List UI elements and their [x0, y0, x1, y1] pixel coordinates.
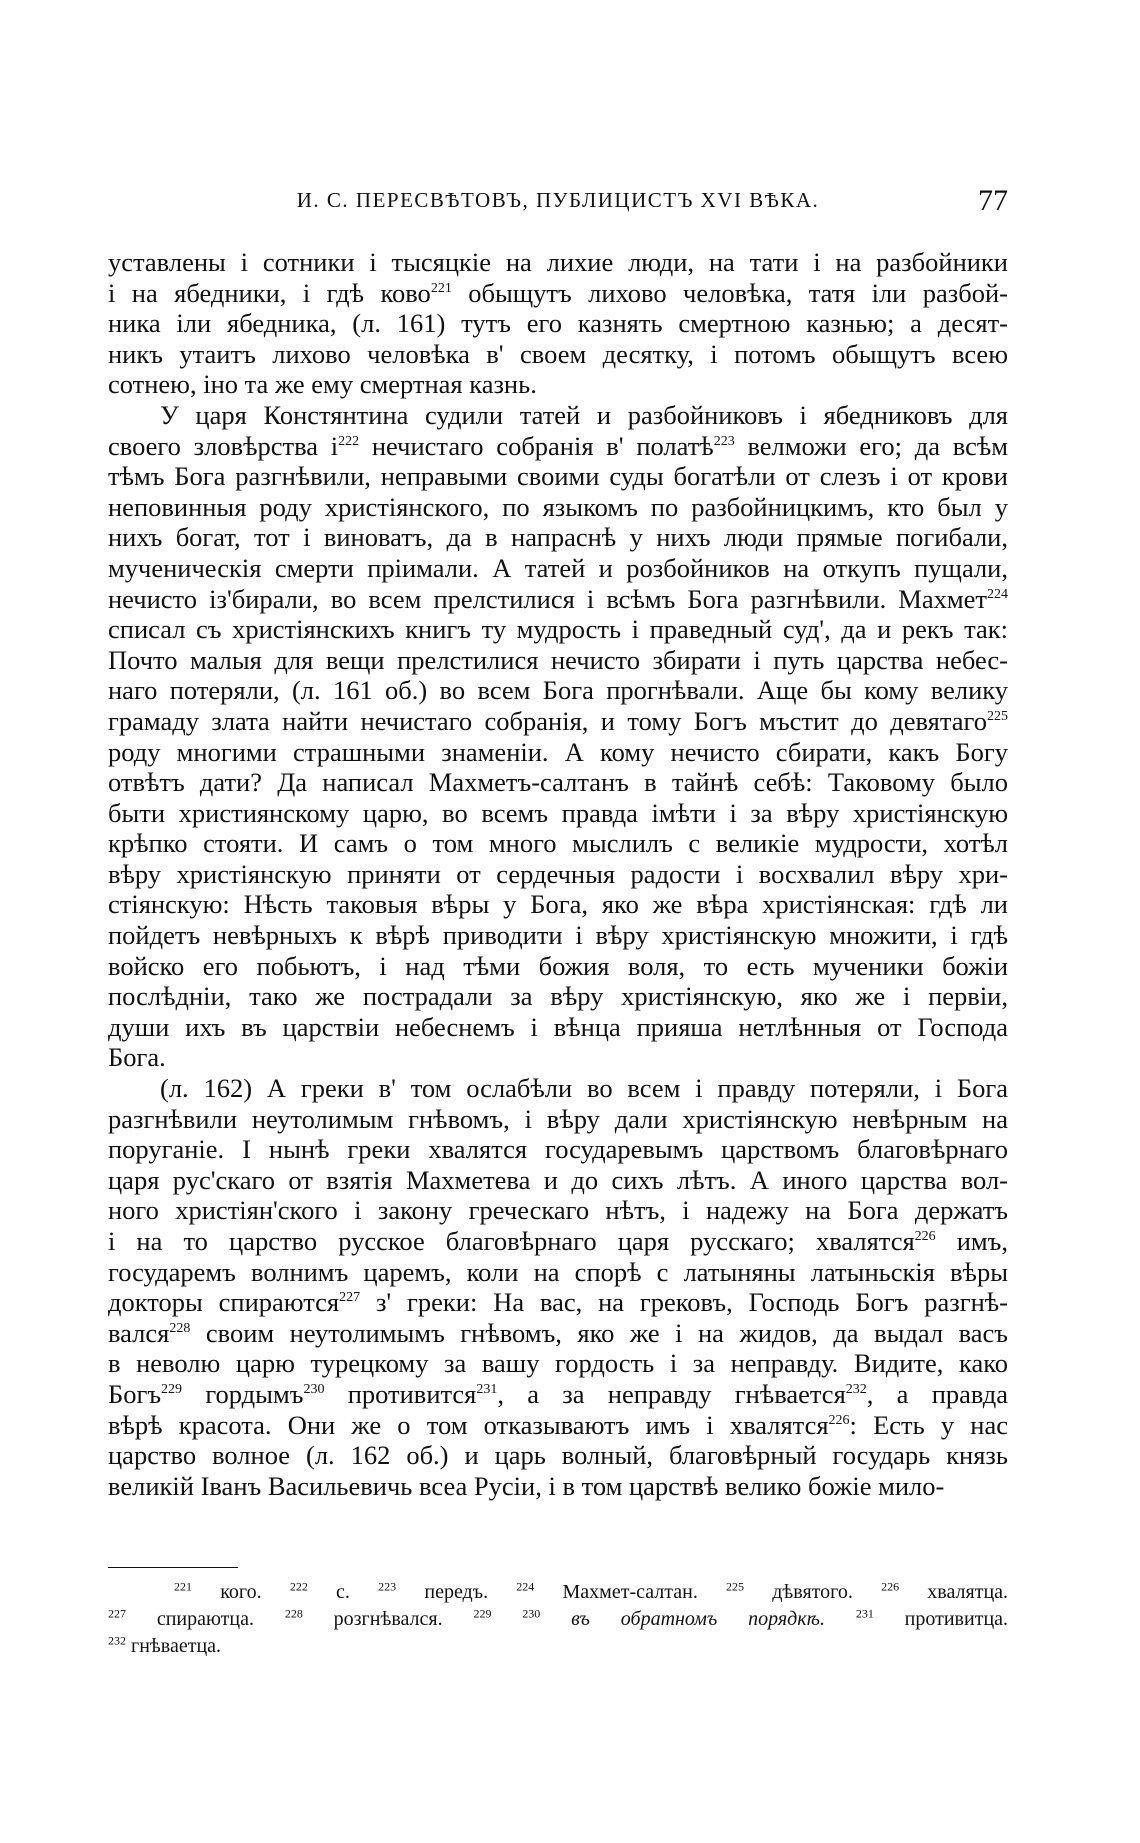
text-line: [108, 981, 1008, 1012]
text-line: [108, 369, 1008, 400]
text-run: дѣвятого.: [744, 1581, 882, 1603]
text-run: отвѣтъ дати? Да написал Махметъ-салтанъ в тайнѣ себѣ: Таковому было: [108, 767, 1008, 798]
text-run: кого.: [192, 1581, 290, 1603]
text-run: великій Іванъ Васильевичь всеа Русіи, і в том царствѣ велико божіе мило-: [108, 1470, 945, 1501]
paragraph: [108, 247, 1008, 400]
text-run: Махмет-салтан.: [534, 1581, 727, 1603]
text-line: [108, 278, 1008, 309]
text-line: [108, 798, 1008, 829]
text-run: : Есть у нас: [849, 1409, 1008, 1440]
text-run: У царя Констянтина судили татей и разбойниковъ і ябедниковъ для: [160, 399, 1008, 430]
text-line: [108, 1073, 1008, 1104]
text-run: обыщутъ лихово человѣка, татя іли разбой-: [451, 277, 1008, 308]
text-run: войско его побьютъ, і над тѣми божия воля, то есть мученики божіи: [108, 950, 1008, 981]
footnote-marker: 225: [987, 709, 1008, 725]
footnote-marker: 232: [845, 1382, 867, 1398]
text-line: [108, 706, 1008, 737]
footnote-marker: 224: [987, 586, 1008, 602]
text-run: нихъ богат, тот і виноватъ, да в напраснѣ у нихъ люди прямые погибали,: [108, 522, 1008, 553]
document-page: [108, 0, 1008, 1843]
paragraph: [108, 1073, 1008, 1501]
text-run: с.: [307, 1581, 379, 1603]
footnote-marker: 227: [339, 1290, 361, 1306]
footnote-marker: 232: [108, 1633, 126, 1648]
text-run: списал съ христіянскихъ книгъ ту мудрость і праведный суд', да и рекъ так:: [108, 614, 1008, 645]
text-run: неповинныя роду христіянского, по языкомъ по разбойницкимъ, кто был у: [108, 491, 1008, 522]
text-run: стіянскую: Нѣсть таковыя вѣры у Бога, яко же вѣра христіянская: гдѣ ли: [108, 889, 1008, 920]
text-run: нечистаго собранія в' полатѣ: [359, 430, 714, 461]
text-run: царство волное (л. 162 об.) и царь волный, благовѣрный государь князь: [108, 1440, 1008, 1471]
footnote-marker: 226: [914, 1229, 936, 1245]
text-run: розгнѣвался.: [302, 1608, 474, 1630]
text-run: велможи его; да всѣм: [734, 430, 1008, 461]
text-line: [108, 247, 1008, 278]
footnote-marker: 223: [713, 433, 735, 449]
footnote-marker: 225: [726, 1579, 745, 1594]
text-line: [108, 767, 1008, 798]
text-run: пойдетъ невѣрныхъ к вѣрѣ приводити і вѣру христіянскую множити, і гдѣ: [108, 920, 1008, 951]
page-number: 77: [978, 184, 1008, 217]
text-line: [108, 1104, 1008, 1135]
text-line: [108, 431, 1008, 462]
text-line: [108, 1257, 1008, 1288]
text-line: [108, 584, 1008, 615]
text-run: гнѣваетца.: [126, 1635, 222, 1657]
footnote-separator: [108, 1567, 238, 1568]
page-header: [108, 184, 1008, 222]
text-line: [108, 737, 1008, 768]
footnote-marker: 227: [108, 1606, 126, 1621]
text-run: [540, 1608, 571, 1630]
text-line: [108, 1348, 1008, 1379]
text-run: мученическія смерти пріимали. А татей и розбойников на откупъ пущали,: [108, 552, 1008, 583]
text-run: противится: [324, 1378, 477, 1409]
text-run: Бога.: [108, 1042, 166, 1073]
footnote-marker: 224: [516, 1579, 535, 1594]
text-run: , а правда: [866, 1378, 1008, 1409]
text-line: [108, 1410, 1008, 1441]
text-run: і на то царство русское благовѣрнаго царя русскаго; хвалятся: [108, 1226, 915, 1256]
footnote-line: [108, 1579, 1008, 1606]
footnote-marker: 221: [430, 280, 452, 296]
text-run: в неволю царю турецкому за вашу гордость і за неправду. Видите, како: [108, 1348, 1008, 1379]
text-line: [108, 400, 1008, 431]
text-run: вался: [108, 1317, 170, 1348]
text-line: [108, 522, 1008, 553]
text-run: нечисто із'бирали, во всем прелстилися і всѣмъ Бога разгнѣвили. Махмет: [108, 583, 987, 614]
footnote-marker: 230: [522, 1606, 541, 1621]
text-run: быти християнскому царю, во всемъ правда імѣти і за вѣру христіянскую: [108, 797, 1008, 828]
text-line: [108, 553, 1008, 584]
footnote-marker: 230: [303, 1382, 325, 1398]
text-run: (л. 162) А греки в' том ослабѣли во всем і правду потеряли, і Бога: [160, 1073, 1008, 1104]
text-run: уставлены і сотники і тысяцкіе на лихие люди, на тати і на разбойники: [108, 247, 1008, 277]
footnote-marker: 226: [828, 1412, 850, 1428]
text-line: [108, 461, 1008, 492]
text-run: ника іли ябедника, (л. 161) тутъ его казнять смертною казнью; а десят-: [108, 308, 1008, 339]
text-run: поруганіе. І нынѣ греки хвалятся государевымъ царствомъ благовѣрнаго: [108, 1134, 1008, 1165]
text-line: [108, 1318, 1008, 1349]
text-run: і на ябедники, і гдѣ ково: [108, 277, 431, 308]
text-line: [108, 1165, 1008, 1196]
text-run: , а за неправду гнѣвается: [497, 1378, 846, 1409]
text-line: [108, 1226, 1008, 1257]
footnote-marker: 229: [473, 1606, 492, 1621]
text-run: хвалятца.: [899, 1581, 1009, 1603]
footnotes: [108, 1579, 1008, 1660]
text-line: [108, 1042, 1008, 1073]
text-run: грамаду злата найти нечистаго собранія, и тому Богъ мъстит до девятаго: [108, 705, 987, 736]
footnote-line: [108, 1606, 1008, 1633]
text-run: сотнею, іно та же ему смертная казнь.: [108, 369, 537, 400]
text-run: своего зловѣрства і: [108, 430, 339, 461]
text-run: имъ,: [935, 1226, 1008, 1256]
text-run: [491, 1608, 522, 1630]
text-run: никъ утаитъ лихово человѣка в' своем десятку, і потомъ обыщутъ всею: [108, 338, 1008, 369]
italic-note: въ обратномъ порядкѣ.: [571, 1608, 825, 1630]
text-run: послѣдніи, тако же пострадали за вѣру христіянскую, яко же і первіи,: [108, 981, 1008, 1012]
text-line: [108, 1440, 1008, 1471]
text-line: [108, 308, 1008, 339]
text-run: гордымъ: [182, 1378, 304, 1409]
text-run: души ихъ въ царствіи небеснемъ і вѣнца прияша нетлѣнныя от Господа: [108, 1011, 1008, 1042]
footnote-marker: 223: [378, 1579, 397, 1594]
text-run: [825, 1608, 856, 1630]
footnote-marker: 231: [855, 1606, 874, 1621]
body-text: [108, 247, 1008, 1501]
text-run: передъ.: [396, 1581, 517, 1603]
text-line: [108, 339, 1008, 370]
text-line: [108, 614, 1008, 645]
footnote-marker: 229: [161, 1382, 183, 1398]
text-run: з' греки: На вас, на грековъ, Господь Богъ разгнѣ-: [360, 1287, 1008, 1318]
text-run: противитца.: [873, 1608, 1009, 1630]
footnote-marker: 226: [881, 1579, 900, 1594]
text-line: [108, 889, 1008, 920]
text-line: [108, 645, 1008, 676]
footnote-line: [108, 1633, 1008, 1660]
text-run: спираютца.: [126, 1608, 285, 1630]
text-line: [108, 1471, 1008, 1502]
footnote-marker: 228: [284, 1606, 303, 1621]
text-run: государемъ волнимъ царемъ, коли на спорѣ с латыняны латыньскія вѣры: [108, 1256, 1008, 1287]
footnote-marker: 228: [169, 1320, 191, 1336]
text-run: вѣрѣ красота. Они же о том отказываютъ имъ і хвалятся: [108, 1409, 829, 1440]
text-run: крѣпко стояти. И самъ о том много мыслилъ с великіе мудрости, хотѣл: [108, 828, 1008, 859]
text-line: [108, 951, 1008, 982]
footnote-marker: 231: [476, 1382, 498, 1398]
text-run: Богъ: [108, 1378, 162, 1409]
text-run: разгнѣвили неутолимым гнѣвомъ, і вѣру дали христіянскую невѣрным на: [108, 1103, 1008, 1134]
text-run: Почто малыя для вещи прелстилися нечисто збирати і путь царства небес-: [108, 644, 1008, 675]
text-run: роду многими страшными знаменіи. А кому нечисто сбирати, какъ Богу: [108, 736, 1008, 767]
text-line: [108, 1287, 1008, 1318]
text-line: [108, 1012, 1008, 1043]
text-line: [108, 1134, 1008, 1165]
text-run: своим неутолимымъ гнѣвомъ, яко же і на жидов, да выдал васъ: [190, 1317, 1008, 1348]
text-run: докторы спираются: [108, 1287, 340, 1318]
text-line: [108, 675, 1008, 706]
text-line: [108, 920, 1008, 951]
paragraph: [108, 400, 1008, 1073]
text-line: [108, 492, 1008, 523]
text-run: царя рус'скаго от взятія Махметева и до сихъ лѣтъ. А иного царства вол-: [108, 1164, 1008, 1195]
text-line: [108, 1379, 1008, 1410]
text-line: [108, 1195, 1008, 1226]
text-run: вѣру христіянскую приняти от сердечныя радости і восхвалил вѣру хри-: [108, 858, 1008, 889]
text-line: [108, 859, 1008, 890]
running-title: И. С. ПЕРЕСВѢТОВЪ, ПУБЛИЦИСТЪ XVI ВѢКА.: [296, 188, 820, 212]
text-run: наго потеряли, (л. 161 об.) во всем Бога прогнѣвали. Аще бы кому велику: [108, 675, 1008, 706]
text-run: тѣмъ Бога разгнѣвили, неправыми своими суды богатѣли от слезъ і от крови: [108, 461, 1008, 492]
text-run: ного христіян'ского і закону греческаго нѣтъ, і надежу на Бога держатъ: [108, 1195, 1008, 1226]
text-line: [108, 828, 1008, 859]
footnote-marker: 222: [289, 1579, 308, 1594]
footnote-marker: 221: [174, 1579, 192, 1594]
footnote-marker: 222: [338, 433, 360, 449]
